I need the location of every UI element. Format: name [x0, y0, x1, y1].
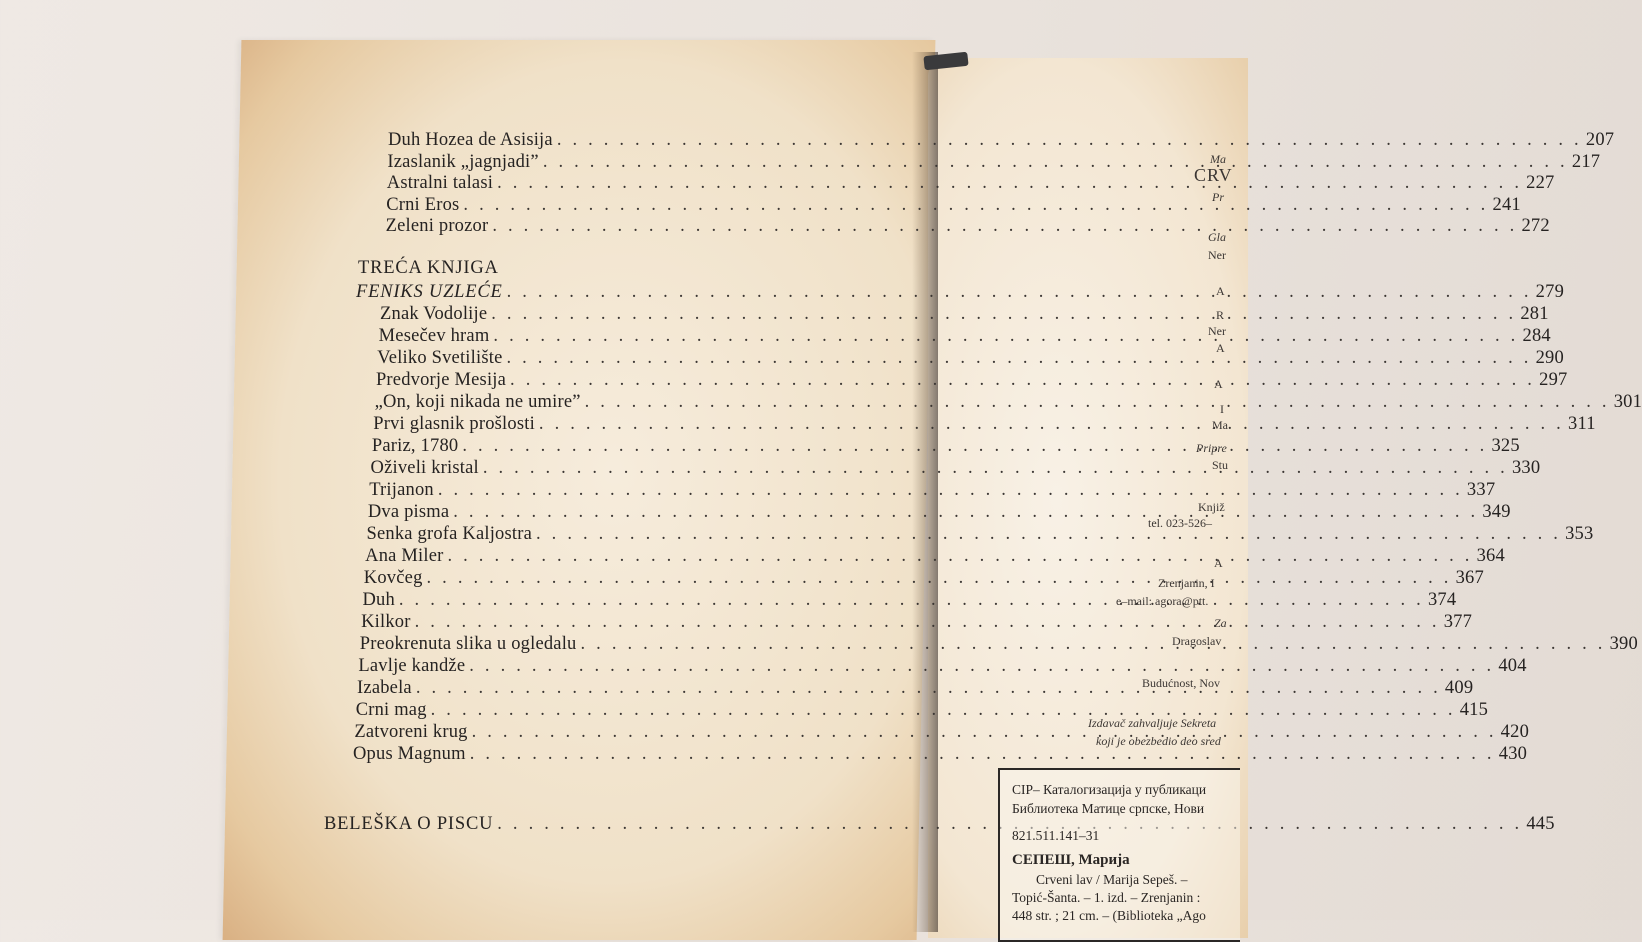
toc-entry-page: 284 [1522, 326, 1551, 346]
toc-leader-dots [497, 173, 1522, 194]
colophon-fragment: Budućnost, Nov [1142, 676, 1220, 690]
toc-entry-page: 207 [1585, 130, 1615, 150]
toc-entry-title: „On, koji nikada ne umire” [374, 392, 581, 412]
toc-entry-page: 353 [1565, 524, 1594, 544]
toc-entry-page: 445 [1526, 814, 1555, 834]
colophon-fragment: Zrenjanin, I [1158, 576, 1215, 590]
colophon-fragment: Ner [1208, 248, 1226, 262]
colophon-fragment: Pr [1212, 190, 1224, 204]
toc-entry-page: 364 [1476, 546, 1505, 566]
cip-line: Topić-Šanta. – 1. izd. – Zrenjanin : [1012, 890, 1201, 905]
toc-entry-page: 272 [1521, 216, 1550, 237]
colophon-fragment: I [1220, 402, 1224, 416]
toc-entry-page: 349 [1482, 502, 1511, 522]
toc-leader-dots [506, 348, 1531, 369]
toc-entry-page: 279 [1535, 282, 1565, 302]
toc-entry-title: Duh Hozea de Asisija [388, 130, 553, 150]
colophon-fragment: Stu [1212, 458, 1229, 472]
toc-entry-title: Senka grofa Kaljostra [366, 524, 533, 544]
toc-leader-dots [462, 436, 1487, 457]
toc-entry-title: Znak Vodolije [380, 304, 488, 324]
toc-entry-title: Opus Magnum [353, 744, 466, 764]
toc-leader-dots [399, 590, 1424, 611]
toc-entry-title: Predvorje Mesija [375, 370, 507, 390]
toc-entry [366, 524, 1594, 545]
book-heading: TREĆA KNJIGA [358, 258, 499, 278]
colophon-fragment: A [1216, 284, 1225, 298]
toc-entry-page: 297 [1539, 370, 1568, 390]
toc-leader-dots [492, 216, 1517, 237]
colophon-fragment: Za [1214, 616, 1227, 630]
toc-entry-title: Crni Eros [386, 194, 460, 215]
toc-leader-dots [438, 480, 1463, 501]
toc-leader-dots [448, 546, 1473, 567]
toc-entry [353, 744, 1528, 765]
colophon-fragment: Pripre [1196, 441, 1227, 455]
toc-entry-title: Dva pisma [367, 502, 450, 522]
toc-entry-page: 241 [1492, 194, 1521, 215]
toc-leader-dots [507, 282, 1532, 303]
toc-entry-title: Crni mag [355, 700, 427, 720]
toc-entry-page: 330 [1511, 458, 1541, 478]
toc-entry-page: 430 [1498, 744, 1528, 764]
colophon-fragment: Dragoslav [1172, 634, 1222, 648]
toc-leader-dots [581, 634, 1606, 655]
toc-entry [365, 546, 1505, 567]
toc-entry-page: 290 [1535, 348, 1564, 368]
cip-author: СЕПЕШ, Марија [1012, 852, 1130, 868]
colophon-fragment: Knjiž [1198, 500, 1225, 514]
cip-line: Crveni lav / Marija Sepeš. – [1036, 872, 1188, 887]
toc-entry-page: 281 [1520, 304, 1549, 324]
toc-leader-dots [536, 524, 1561, 545]
cip-line: 448 str. ; 21 cm. – (Biblioteka „Ago [1012, 908, 1206, 923]
toc-leader-dots [472, 722, 1497, 743]
toc-entry-page: 227 [1526, 173, 1555, 194]
colophon-fragment: Ma [1210, 152, 1226, 166]
toc-entry-title: Mesečev hram [378, 326, 490, 346]
toc-entry-title: Prvi glasnik prošlosti [373, 414, 535, 434]
toc-entry-page: 415 [1459, 700, 1489, 720]
toc-entry-title: Preokrenuta slika u ogledalu [359, 634, 577, 654]
toc-entry [380, 304, 1549, 325]
toc-entry-page: 404 [1498, 656, 1527, 676]
colophon-fragment: e–mail: agora@ptt. [1116, 594, 1209, 608]
toc-entry-page: 420 [1500, 722, 1530, 742]
toc-entry-title: Pariz, 1780 [371, 436, 459, 456]
colophon-fragment: koji je obezbedio deo sred [1096, 734, 1221, 748]
toc-leader-dots [416, 678, 1441, 699]
toc-leader-dots [510, 370, 1535, 391]
toc-entry [375, 370, 1568, 391]
colophon-fragment: CRV [1194, 165, 1233, 185]
toc-entry-afterword [324, 814, 1555, 835]
toc-entry-title: Trijanon [369, 480, 434, 500]
toc-leader-dots [431, 700, 1456, 721]
cip-classification: 821.511.141–31 [1012, 828, 1100, 843]
toc-entry-page: 325 [1491, 436, 1520, 456]
toc-entry-page: 301 [1613, 392, 1642, 412]
colophon-fragment: Ner [1208, 324, 1226, 338]
toc-leader-dots [539, 414, 1564, 435]
colophon-fragment: R [1216, 308, 1225, 322]
toc-entry-title: Izaslanik „jagnjadi” [387, 151, 539, 172]
toc-entry-title: Veliko Svetilište [377, 348, 503, 368]
toc-entry [355, 700, 1489, 721]
toc-leader-dots [427, 568, 1452, 589]
toc-entry [374, 392, 1642, 413]
toc-entry-title: Kovčeg [363, 568, 423, 588]
toc-entry-title: Lavlje kandže [358, 656, 466, 676]
toc-entry [369, 480, 1496, 501]
toc-entry-title: Kilkor [361, 612, 411, 632]
toc-leader-dots [415, 612, 1440, 633]
colophon-fragment: tel. 023-526– [1148, 516, 1212, 530]
toc-entry-title: Oživeli kristal [370, 458, 479, 478]
toc-entry-page: 367 [1455, 568, 1484, 588]
cip-line: Библиотека Матице српске, Нови [1012, 801, 1205, 816]
toc-leader-dots [469, 656, 1494, 677]
toc-leader-dots [543, 152, 1568, 173]
toc-leader-dots [585, 392, 1610, 413]
toc-entry-title: FENIKS UZLEĆE [356, 282, 503, 302]
toc-leader-dots [493, 326, 1518, 347]
toc-entry-title: Izabela [357, 678, 412, 698]
colophon-fragment: A [1214, 556, 1223, 570]
toc-leader-dots [470, 744, 1495, 765]
toc-entry-title: Ana Miler [365, 546, 444, 566]
colophon-fragment: Gla [1208, 230, 1226, 244]
toc-leader-dots [491, 304, 1516, 325]
toc-entry [388, 130, 1615, 151]
toc-entry-title: Duh [362, 590, 395, 610]
colophon-fragment: Ma [1212, 418, 1228, 432]
toc-entry-title: BELEŠKA O PISCU [324, 814, 494, 834]
toc-leader-dots [463, 195, 1488, 216]
cip-catalog-box [998, 768, 1240, 942]
toc-entry-book-subtitle [356, 282, 1565, 303]
toc-leader-dots [557, 130, 1582, 151]
toc-entry-page: 390 [1609, 634, 1638, 654]
toc-entry-page: 337 [1466, 480, 1496, 500]
toc-leader-dots [453, 502, 1478, 523]
colophon-fragment: Izdavač zahvaljuje Sekreta [1088, 716, 1217, 730]
toc-entry [358, 656, 1527, 677]
colophon-fragment: A [1214, 377, 1223, 391]
toc-leader-dots [483, 458, 1508, 479]
toc-entry [377, 348, 1564, 369]
cip-line: CIP– Каталогизација у публикаци [1012, 782, 1207, 797]
toc-entry-page: 311 [1568, 414, 1596, 434]
toc-entry-page: 409 [1444, 678, 1474, 698]
toc-entry-page: 377 [1443, 612, 1473, 632]
toc-entry-page: 217 [1571, 151, 1601, 172]
toc-entry-page: 374 [1427, 590, 1457, 610]
toc-entry-title: Zatvoreni krug [354, 722, 468, 742]
toc-entry-title: Astralni talasi [386, 173, 494, 194]
colophon-fragment: A [1216, 341, 1225, 355]
toc-entry-title: Zeleni prozor [385, 216, 489, 237]
